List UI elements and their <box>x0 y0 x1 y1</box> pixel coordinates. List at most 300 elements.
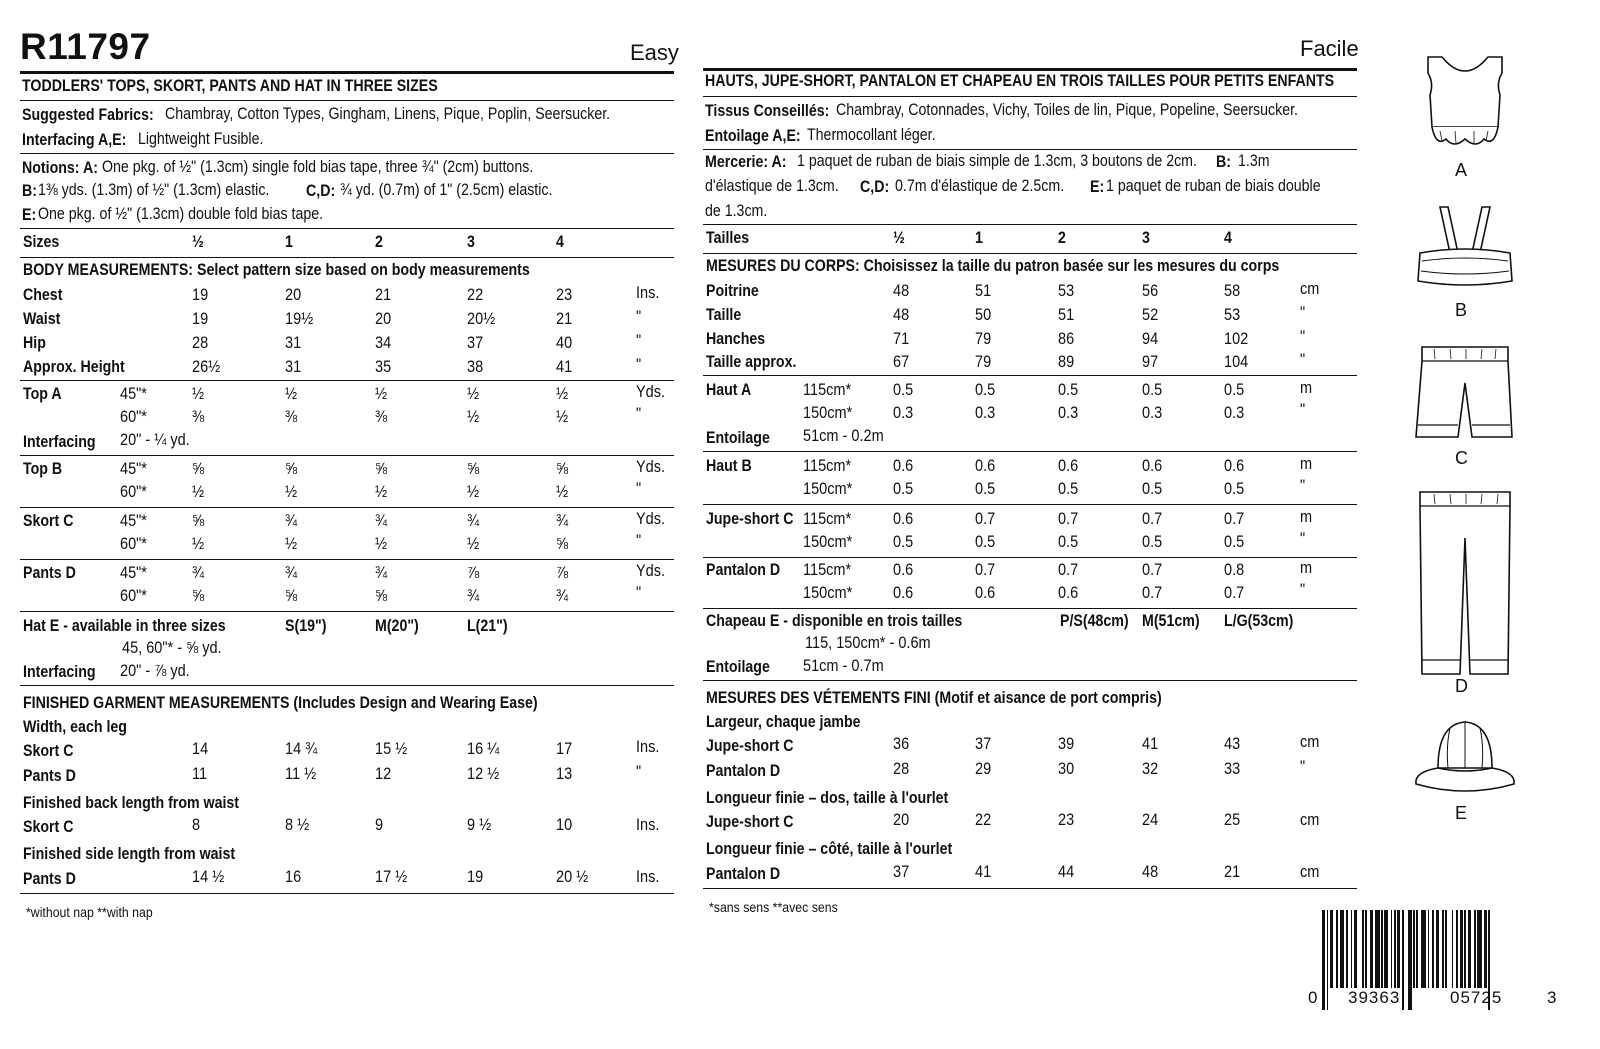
size-1: 1 <box>285 233 293 251</box>
hat-label: Hat E - available in three sizes <box>23 617 226 635</box>
body-value: 23 <box>556 286 573 304</box>
yardage-value: 0.8 <box>1224 561 1245 579</box>
barcode-bar <box>1464 910 1466 988</box>
yardage-value: ¾ <box>556 512 569 530</box>
yardage-value: 0.7 <box>1142 561 1163 579</box>
yardage-value: ¾ <box>285 564 298 582</box>
interfacing-fr: Thermocollant léger. <box>807 126 936 144</box>
finished-unit: cm <box>1300 811 1320 829</box>
rule <box>20 455 674 456</box>
barcode-bar <box>1381 910 1383 988</box>
interfacing-label: Entoilage <box>706 429 770 447</box>
body-unit: " <box>1300 351 1306 369</box>
body-value: 28 <box>192 334 209 352</box>
yardage-value: 0.5 <box>893 381 914 399</box>
yardage-value: ¾ <box>375 512 388 530</box>
yardage-value: 0.6 <box>893 561 914 579</box>
interfacing-label-fr: Entoilage A,E: <box>705 127 801 145</box>
size-4: 4 <box>1224 229 1232 247</box>
size-4: 4 <box>556 233 564 251</box>
yardage-value: ⅜ <box>375 408 388 426</box>
side-value: 44 <box>1058 863 1075 881</box>
yardage-unit: " <box>636 480 642 498</box>
yardage-value: ½ <box>285 483 298 501</box>
hat-size: L(21") <box>467 617 508 635</box>
body-row-label: Taille <box>706 306 742 324</box>
yardage-value: 0.5 <box>975 381 996 399</box>
barcode-bar <box>1330 910 1333 988</box>
body-value: 19 <box>192 310 209 328</box>
title-en: TODDLERS' TOPS, SKORT, PANTS AND HAT IN THREE SIZES <box>22 77 438 95</box>
side-length-label: Longueur finie – côté, taille à l'ourlet <box>706 840 953 858</box>
hat-size: M(51cm) <box>1142 612 1200 630</box>
body-value: 22 <box>467 286 484 304</box>
hat-interfacing: 20" - ⅞ yd. <box>120 662 190 680</box>
finished-value: 30 <box>1058 760 1075 778</box>
barcode-bar <box>1402 910 1404 1010</box>
back-value: 10 <box>556 816 573 834</box>
barcode-bar <box>1436 910 1439 988</box>
yardage-value: ⅝ <box>285 587 298 605</box>
body-value: 31 <box>285 358 302 376</box>
rule <box>703 253 1357 254</box>
body-value: 20½ <box>467 310 496 328</box>
finished-unit: Ins. <box>636 868 660 886</box>
body-value: 40 <box>556 334 573 352</box>
notions-line2-fr: d'élastique de 1.3cm. <box>705 177 839 195</box>
body-value: 19 <box>192 286 209 304</box>
yardage-value: 0.7 <box>1142 584 1163 602</box>
barcode-bar <box>1484 910 1487 988</box>
body-value: 21 <box>375 286 392 304</box>
footnote: *sans sens **avec sens <box>709 899 838 915</box>
finished-value: 15 ½ <box>375 740 408 758</box>
pattern-number: R11797 <box>20 26 151 67</box>
yardage-value: ⅝ <box>467 460 480 478</box>
finished-row-label: Skort C <box>23 742 74 760</box>
hat-yardage: 45, 60"* - ⅝ yd. <box>122 639 222 657</box>
yardage-label: Haut B <box>706 457 752 475</box>
finished-row-label: Pants D <box>23 870 76 888</box>
yardage-value: 0.6 <box>1058 457 1079 475</box>
view-c-skort-illustration <box>1410 343 1520 443</box>
yardage-value: ½ <box>285 385 298 403</box>
view-b-top-illustration <box>1410 205 1520 290</box>
notions-cd-fr: 0.7m d'élastique de 2.5cm. <box>895 177 1065 195</box>
finished-row-label: Pantalon D <box>706 762 781 780</box>
yardage-value: 0.5 <box>975 533 996 551</box>
yardage-value: 0.6 <box>893 584 914 602</box>
yardage-unit: " <box>1300 477 1306 495</box>
fabrics-label-fr: Tissus Conseillés: <box>705 102 830 120</box>
fabrics-en: Chambray, Cotton Types, Gingham, Linens, Pique, Poplin, Seersucker. <box>165 105 611 123</box>
fabric-width: 60"* <box>120 483 147 501</box>
finished-value: 14 ¾ <box>285 740 318 758</box>
finished-row-label: Jupe-short C <box>706 813 794 831</box>
yardage-value: ½ <box>467 385 480 403</box>
difficulty-fr: Facile <box>1300 36 1359 61</box>
yardage-value: 0.7 <box>1224 584 1245 602</box>
yardage-value: ½ <box>467 408 480 426</box>
body-unit: Ins. <box>636 284 660 302</box>
back-length-label: Finished back length from waist <box>23 794 240 812</box>
finished-unit: cm <box>1300 863 1320 881</box>
barcode-bar <box>1460 910 1463 988</box>
yardage-value: ¾ <box>467 512 480 530</box>
yardage-value: ½ <box>556 385 569 403</box>
finished-unit: " <box>1300 758 1306 776</box>
size-2: 2 <box>1058 229 1066 247</box>
body-value: 71 <box>893 330 910 348</box>
barcode-bar <box>1413 910 1415 988</box>
body-row-label: Approx. Height <box>23 358 125 376</box>
rule <box>703 375 1357 376</box>
barcode-bar <box>1391 910 1393 988</box>
yardage-value: ½ <box>467 483 480 501</box>
body-value: 86 <box>1058 330 1075 348</box>
finished-title: MESURES DES VÉTEMENTS FINI (Motif et aisance de port compris) <box>706 689 1162 707</box>
body-value: 34 <box>375 334 392 352</box>
yardage-unit: m <box>1300 508 1313 526</box>
yardage-value: 0.3 <box>1224 404 1245 422</box>
hat-interfacing: 51cm - 0.7m <box>803 657 884 675</box>
yardage-value: 0.5 <box>1224 533 1245 551</box>
body-value: 79 <box>975 330 992 348</box>
body-value: 48 <box>893 306 910 324</box>
finished-value: 11 ½ <box>285 765 317 783</box>
barcode-bar <box>1327 910 1329 1010</box>
side-value: 21 <box>1224 863 1241 881</box>
barcode-bar <box>1322 910 1325 1010</box>
body-value: 41 <box>556 358 573 376</box>
rule <box>703 451 1357 452</box>
yardage-value: ⅜ <box>192 408 205 426</box>
yardage-unit: " <box>1300 530 1306 548</box>
body-value: 20 <box>375 310 392 328</box>
yardage-value: ½ <box>556 483 569 501</box>
finished-value: 14 <box>192 740 209 758</box>
yardage-value: 0.7 <box>1224 510 1245 528</box>
yardage-value: 0.7 <box>1058 510 1079 528</box>
yardage-value: 0.5 <box>893 480 914 498</box>
body-measurements-title: BODY MEASUREMENTS: Select pattern size based on body measurements <box>23 261 530 279</box>
notions-label-en: Notions: A: <box>22 159 98 177</box>
yardage-unit: " <box>636 532 642 550</box>
yardage-value: ¾ <box>375 564 388 582</box>
body-value: 35 <box>375 358 392 376</box>
notions-b-label-fr: B: <box>1216 153 1231 171</box>
notions-b-fr: 1.3m <box>1238 152 1270 170</box>
body-row-label: Waist <box>23 310 61 328</box>
yardage-value: 0.6 <box>975 457 996 475</box>
fabric-width: 150cm* <box>803 584 853 602</box>
yardage-value: ½ <box>192 535 205 553</box>
yardage-value: ⅝ <box>375 460 388 478</box>
body-unit: " <box>636 356 642 374</box>
yardage-value: ¾ <box>556 587 569 605</box>
yardage-value: 0.6 <box>893 457 914 475</box>
notions-cd-label-fr: C,D: <box>860 178 890 196</box>
body-value: 97 <box>1142 353 1159 371</box>
finished-value: 16 ¼ <box>467 740 500 758</box>
yardage-unit: Yds. <box>636 510 666 528</box>
yardage-value: 0.6 <box>1224 457 1245 475</box>
body-value: 89 <box>1058 353 1075 371</box>
interfacing-value: 20" - ¼ yd. <box>120 431 190 449</box>
rule <box>20 559 674 560</box>
body-value: 94 <box>1142 330 1159 348</box>
barcode-bar <box>1340 910 1345 988</box>
yardage-value: ¾ <box>285 512 298 530</box>
yardage-value: ⅝ <box>556 535 569 553</box>
body-unit: " <box>1300 304 1306 322</box>
yardage-value: 0.6 <box>975 584 996 602</box>
back-value: 24 <box>1142 811 1159 829</box>
yardage-value: 0.5 <box>1142 533 1163 551</box>
notions-line3-fr: de 1.3cm. <box>705 202 768 220</box>
barcode-bar <box>1428 910 1430 988</box>
back-value: 9 <box>375 816 384 834</box>
finished-value: 36 <box>893 735 910 753</box>
yardage-label: Top B <box>23 460 63 478</box>
finished-value: 29 <box>975 760 992 778</box>
yardage-value: ⅝ <box>192 587 205 605</box>
view-e-hat-illustration <box>1410 718 1520 798</box>
fabric-width: 150cm* <box>803 533 853 551</box>
finished-value: 12 ½ <box>467 765 500 783</box>
notions-cd-label: C,D: <box>306 182 336 200</box>
fabric-width: 60"* <box>120 587 147 605</box>
fabrics-fr: Chambray, Cotonnades, Vichy, Toiles de lin, Pique, Popeline, Seersucker. <box>836 101 1298 119</box>
interfacing-label-en: Interfacing A,E: <box>22 131 127 149</box>
view-e-label: E <box>1455 803 1468 823</box>
hat-size: P/S(48cm) <box>1060 612 1129 630</box>
size-2: 2 <box>375 233 383 251</box>
barcode-bar <box>1442 910 1444 988</box>
back-value: 22 <box>975 811 992 829</box>
finished-title: FINISHED GARMENT MEASUREMENTS (Includes Design and Wearing Ease) <box>23 694 538 712</box>
body-value: 38 <box>467 358 484 376</box>
size-1: 1 <box>975 229 983 247</box>
barcode-lead-digit: 0 <box>1308 988 1318 1007</box>
body-row-label: Hanches <box>706 330 766 348</box>
body-value: 21 <box>556 310 573 328</box>
barcode-bar <box>1375 910 1380 988</box>
rule <box>20 685 674 686</box>
yardage-value: 0.3 <box>1058 404 1079 422</box>
barcode-check-digit: 3 <box>1547 988 1557 1007</box>
yardage-unit: " <box>1300 401 1306 419</box>
yardage-value: 0.5 <box>1058 381 1079 399</box>
body-row-label: Chest <box>23 286 63 304</box>
finished-value: 41 <box>1142 735 1159 753</box>
body-value: 51 <box>1058 306 1075 324</box>
yardage-value: 0.5 <box>1058 480 1079 498</box>
size-0: ½ <box>192 233 204 251</box>
yardage-value: ½ <box>192 385 205 403</box>
yardage-value: ¾ <box>467 587 480 605</box>
rule <box>20 380 674 381</box>
body-measurements-title: MESURES DU CORPS: Choisissez la taille du patron basée sur les mesures du corps <box>706 257 1280 275</box>
fabrics-label-en: Suggested Fabrics: <box>22 106 154 124</box>
notions-e-label: E: <box>22 206 37 224</box>
rule <box>703 680 1357 681</box>
finished-unit: Ins. <box>636 738 660 756</box>
finished-value: 11 <box>192 765 208 783</box>
yardage-value: ⅜ <box>285 408 298 426</box>
rule <box>20 893 674 894</box>
finished-row-label: Pantalon D <box>706 865 781 883</box>
finished-value: 32 <box>1142 760 1159 778</box>
fabric-width: 115cm* <box>803 457 852 475</box>
yardage-unit: " <box>636 584 642 602</box>
width-label: Width, each leg <box>23 718 127 736</box>
body-unit: " <box>636 308 642 326</box>
sizes-label: Tailles <box>706 229 750 247</box>
barcode-bar <box>1421 910 1426 988</box>
fabric-width: 115cm* <box>803 510 852 528</box>
notions-label-fr: Mercerie: A: <box>705 153 787 171</box>
yardage-value: ½ <box>467 535 480 553</box>
yardage-value: ⅞ <box>556 564 569 582</box>
back-value: 8 ½ <box>285 816 310 834</box>
finished-value: 28 <box>893 760 910 778</box>
interfacing-value: 51cm - 0.2m <box>803 427 884 445</box>
yardage-value: 0.5 <box>975 480 996 498</box>
yardage-value: 0.6 <box>893 510 914 528</box>
body-value: 20 <box>285 286 302 304</box>
yardage-unit: m <box>1300 379 1313 397</box>
yardage-label: Top A <box>23 385 62 403</box>
body-value: 48 <box>893 282 910 300</box>
yardage-value: ½ <box>375 535 388 553</box>
yardage-value: 0.7 <box>1058 561 1079 579</box>
view-c-label: C <box>1455 448 1468 468</box>
back-value: 8 <box>192 816 201 834</box>
back-value: 23 <box>1058 811 1075 829</box>
body-value: 79 <box>975 353 992 371</box>
finished-value: 17 <box>556 740 573 758</box>
notions-cd-en: ¾ yd. (0.7m) of 1" (2.5cm) elastic. <box>340 181 553 199</box>
barcode-bar <box>1456 910 1458 988</box>
rule <box>703 557 1357 558</box>
yardage-unit: m <box>1300 559 1313 577</box>
body-row-label: Poitrine <box>706 282 759 300</box>
fabric-width: 45"* <box>120 460 147 478</box>
hat-size: L/G(53cm) <box>1224 612 1294 630</box>
finished-value: 43 <box>1224 735 1241 753</box>
fabric-width: 115cm* <box>803 561 852 579</box>
title-fr: HAUTS, JUPE-SHORT, PANTALON ET CHAPEAU EN TROIS TAILLES POUR PETITS ENFANTS <box>705 72 1335 90</box>
yardage-value: ⅝ <box>192 512 205 530</box>
yardage-label: Jupe-short C <box>706 510 794 528</box>
notions-e-fr: 1 paquet de ruban de biais double <box>1106 177 1321 195</box>
finished-value: 33 <box>1224 760 1241 778</box>
yardage-value: ⅝ <box>192 460 205 478</box>
yardage-unit: Yds. <box>636 383 666 401</box>
barcode-bar <box>1445 910 1447 988</box>
rule <box>703 608 1357 609</box>
interfacing-label: Interfacing <box>23 433 96 451</box>
side-value: 37 <box>893 863 910 881</box>
side-value: 16 <box>285 868 302 886</box>
width-label: Largeur, chaque jambe <box>706 713 861 731</box>
yardage-value: ½ <box>556 408 569 426</box>
difficulty-en: Easy <box>630 40 679 65</box>
body-value: 19½ <box>285 310 314 328</box>
hat-yardage: 115, 150cm* - 0.6m <box>805 634 931 652</box>
body-value: 37 <box>467 334 484 352</box>
view-d-label: D <box>1455 676 1468 696</box>
barcode-bar <box>1474 910 1476 988</box>
yardage-value: 0.5 <box>1058 533 1079 551</box>
finished-unit: Ins. <box>636 816 660 834</box>
body-value: 56 <box>1142 282 1159 300</box>
finished-value: 37 <box>975 735 992 753</box>
back-value: 25 <box>1224 811 1241 829</box>
side-value: 14 ½ <box>192 868 225 886</box>
barcode-bar <box>1452 910 1454 988</box>
yardage-value: 0.7 <box>975 510 996 528</box>
yardage-value: ⅝ <box>375 587 388 605</box>
body-row-label: Hip <box>23 334 46 352</box>
yardage-value: 0.5 <box>1224 381 1245 399</box>
body-value: 31 <box>285 334 302 352</box>
fabric-width: 45"* <box>120 385 147 403</box>
yardage-value: ½ <box>375 483 388 501</box>
notions-b-en: 1⅜ yds. (1.3m) of ½" (1.3cm) elastic. <box>38 181 270 199</box>
fabric-width: 45"* <box>120 564 147 582</box>
fabric-width: 150cm* <box>803 404 853 422</box>
yardage-label: Pantalon D <box>706 561 781 579</box>
body-value: 51 <box>975 282 992 300</box>
yardage-value: ⅝ <box>556 460 569 478</box>
finished-unit: " <box>636 763 642 781</box>
body-value: 53 <box>1224 306 1241 324</box>
fabric-width: 60"* <box>120 408 147 426</box>
side-value: 19 <box>467 868 484 886</box>
body-unit: cm <box>1300 280 1320 298</box>
view-d-pants-illustration <box>1410 488 1520 678</box>
yardage-label: Haut A <box>706 381 752 399</box>
side-length-label: Finished side length from waist <box>23 845 236 863</box>
yardage-value: ⅞ <box>467 564 480 582</box>
yardage-value: 0.7 <box>1142 510 1163 528</box>
yardage-value: ½ <box>192 483 205 501</box>
body-value: 53 <box>1058 282 1075 300</box>
notions-a-fr: 1 paquet de ruban de biais simple de 1.3cm, 3 boutons de 2cm. <box>797 152 1197 170</box>
body-value: 104 <box>1224 353 1249 371</box>
finished-row-label: Pants D <box>23 767 76 785</box>
view-a-label: A <box>1455 160 1468 180</box>
yardage-value: 0.6 <box>1058 584 1079 602</box>
yardage-unit: " <box>636 405 642 423</box>
notions-a-en: One pkg. of ½" (1.3cm) single fold bias tape, three ¾" (2cm) buttons. <box>102 158 534 176</box>
notions-e-label-fr: E: <box>1090 178 1105 196</box>
size-0: ½ <box>893 229 905 247</box>
interfacing-label: Interfacing <box>23 663 96 681</box>
barcode-bar <box>1468 910 1471 988</box>
barcode-bar <box>1397 910 1400 988</box>
yardage-value: 0.7 <box>975 561 996 579</box>
yardage-value: 0.3 <box>1142 404 1163 422</box>
back-length-label: Longueur finie – dos, taille à l'ourlet <box>706 789 949 807</box>
yardage-label: Skort C <box>23 512 74 530</box>
back-value: 20 <box>893 811 910 829</box>
yardage-value: ¾ <box>192 564 205 582</box>
yardage-value: 0.5 <box>1142 381 1163 399</box>
barcode-digits-left: 39363 <box>1348 988 1401 1007</box>
